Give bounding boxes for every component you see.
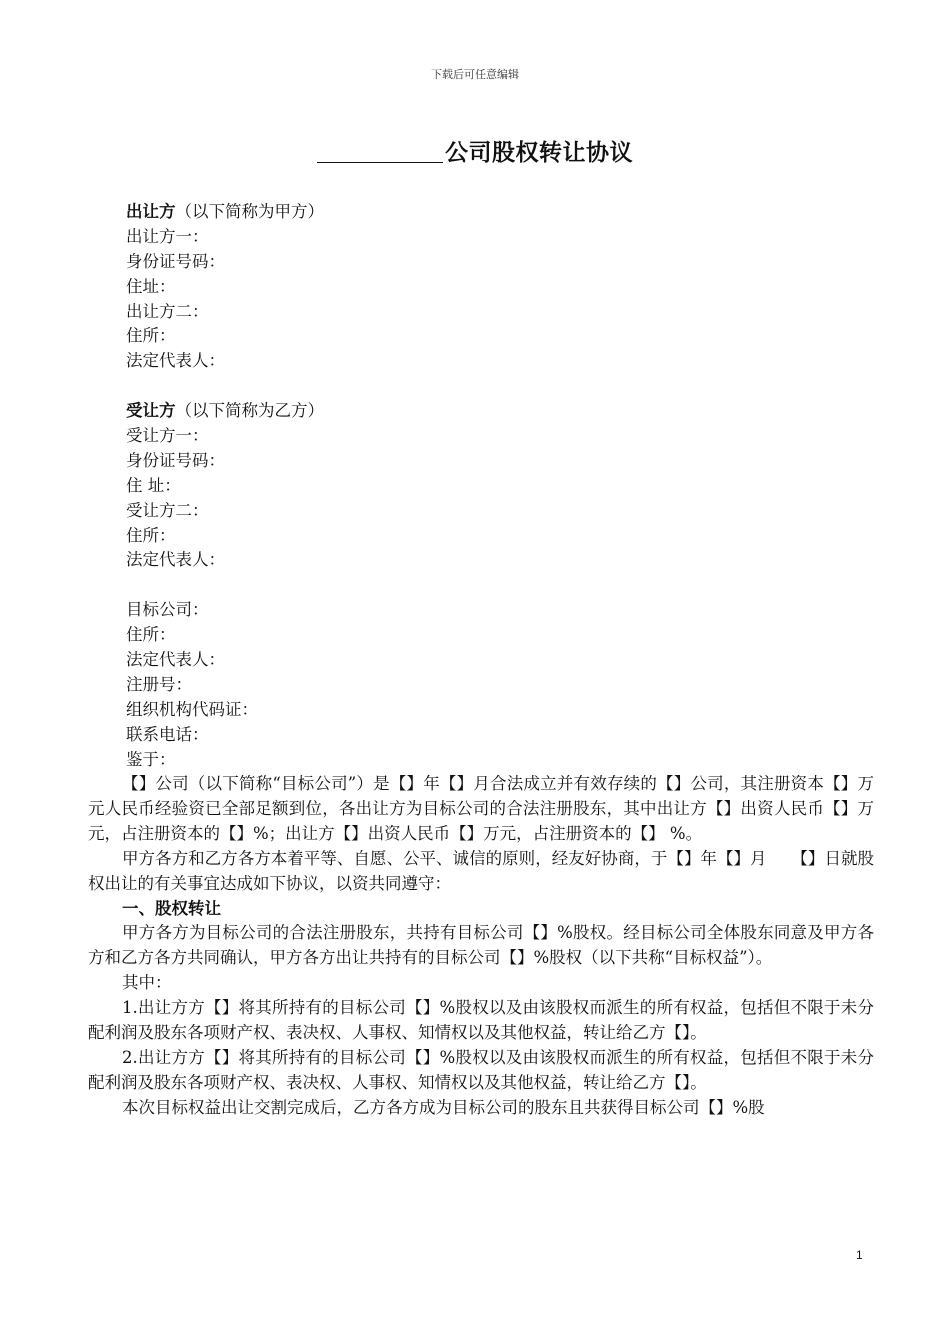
parties-section [126,200,324,772]
section-heading-equity-transfer: 一、股权转让 [122,898,221,918]
title-text: 公司股权转让协议 [445,140,633,166]
page-number: 1 [856,1248,863,1262]
transferee-line: 受让方一： [126,426,209,446]
section1-item-2: 2.出让方方【】将其所持有的目标公司【】%股权以及由该股权而派生的所有权益，包括但不限于未分配利润及股东各项财产权、表决权、人事权、知情权以及其他权益，转让给乙方【】。 [88,1047,874,1092]
transferor-heading [126,200,324,225]
target-line: 联系电话： [126,724,209,744]
spacer [126,374,324,399]
section1-paragraph: 本次目标权益出让交割完成后，乙方各方成为目标公司的股东且共获得目标公司【】%股 [122,1097,765,1117]
transferor-heading-note: （以下简称为甲方） [175,202,324,221]
title-blank-line [317,142,443,163]
target-line: 注册号： [126,674,192,694]
transferor-line: 出让方一： [126,226,209,246]
agreement-intro-paragraph: 甲方各方和乙方各方本着平等、自愿、公平、诚信的原则，经友好协商，于【】年【】月 【】日就股权出让的有关事宜达成如下协议，以资共同遵守： [88,848,874,893]
section1-item-1: 1.出让方方【】将其所持有的目标公司【】%股权以及由该股权而派生的所有权益，包括但不限于未分配利润及股东各项财产权、表决权、人事权、知情权以及其他权益，转让给乙方【】。 [88,998,874,1043]
target-line: 住所： [126,625,176,645]
target-line: 目标公司： [126,600,209,620]
transferee-heading [126,399,324,424]
section1-paragraph: 其中： [122,973,172,993]
target-line: 法定代表人： [126,650,225,670]
spacer [126,573,324,598]
target-line: 鉴于： [126,749,176,769]
transferee-heading-label: 受让方 [126,401,176,421]
transferor-line: 住址： [126,276,176,296]
transferee-line: 法定代表人： [126,550,225,570]
transferor-line: 出让方二： [126,301,209,321]
transferee-heading-note: （以下简称为乙方） [175,401,324,421]
transferee-line: 住 址： [126,475,181,495]
transferor-line: 住所： [126,326,176,346]
transferor-heading-label: 出让方 [126,202,176,221]
transferee-line: 受让方二： [126,500,209,520]
section1-paragraph: 甲方各方为目标公司的合法注册股东，共持有目标公司【】%股权。经目标公司全体股东同意及甲方各方和乙方各方共同确认，甲方各方出让共持有的目标公司【】%股权（以下共称“目标权益”）。 [88,923,874,968]
document-title [0,134,950,167]
transferee-line: 身份证号码： [126,450,225,470]
header-note: 下载后可任意编辑 [431,68,519,81]
transferor-line: 身份证号码： [126,251,225,271]
recital-paragraph: 【】公司（以下简称“目标公司”）是【】年【】月合法成立并有效存续的【】公司，其注册资本【】万元人民币经验资已全部足额到位，各出让方为目标公司的合法注册股东，其中出让方【】出资人民币【】万元，占注册资本的【】%；出让方【】出资人民币【】万元，占注册资本的【】 %。 [88,774,874,843]
agreement-body [88,772,874,1121]
transferor-line: 法定代表人： [126,351,225,371]
target-line: 组织机构代码证： [126,699,258,719]
transferee-line: 住所： [126,525,176,545]
